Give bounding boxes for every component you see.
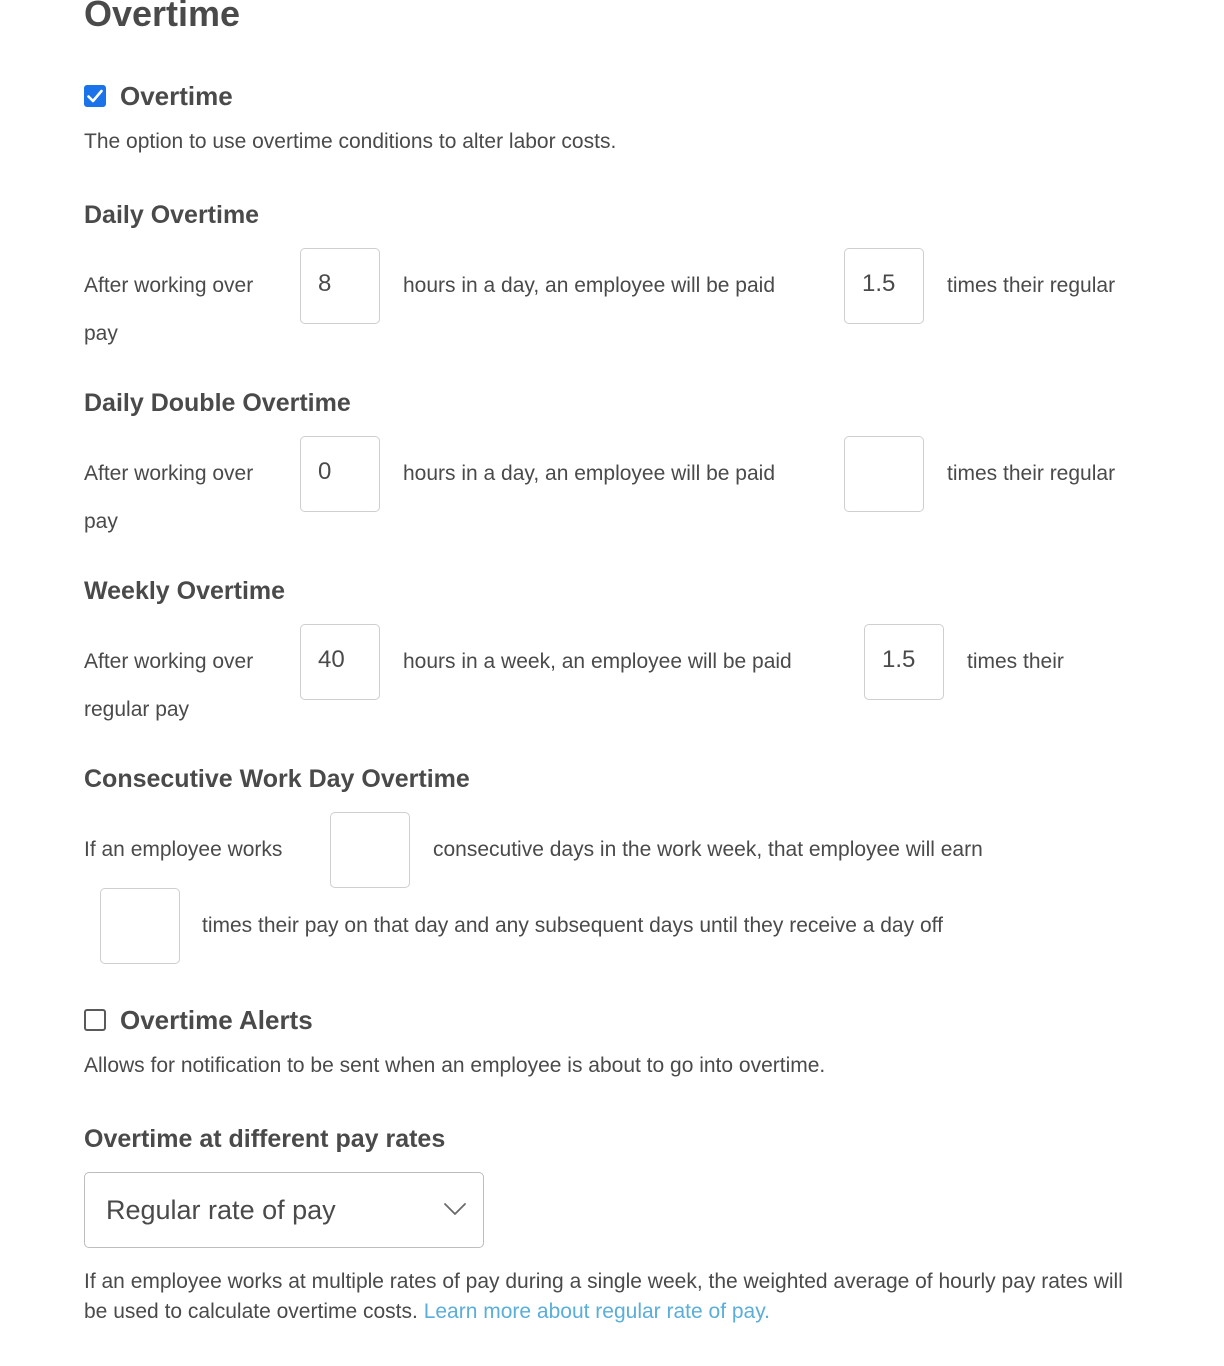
weekly-overtime-text-before: After working over [84, 650, 254, 673]
daily-double-overtime-text-wrap: pay [84, 510, 118, 533]
overtime-toggle-row[interactable] [84, 80, 233, 112]
consecutive-multiplier-input[interactable] [100, 888, 180, 964]
overtime-alerts-description: Allows for notification to be sent when an employee is about to go into overtime. [84, 1054, 826, 1077]
consecutive-overtime-heading: Consecutive Work Day Overtime [84, 765, 470, 793]
consecutive-overtime-text-before: If an employee works [84, 838, 283, 861]
daily-double-overtime-text-middle: hours in a day, an employee will be paid [403, 462, 776, 485]
daily-overtime-text-middle: hours in a day, an employee will be paid [403, 274, 776, 297]
overtime-checkbox-label: Overtime [120, 80, 233, 111]
consecutive-days-input[interactable] [330, 812, 410, 888]
checkmark-icon [87, 89, 103, 103]
weekly-overtime-heading: Weekly Overtime [84, 577, 286, 605]
chevron-down-icon [443, 1201, 467, 1217]
daily-double-overtime-heading: Daily Double Overtime [84, 389, 351, 417]
pay-rates-description [84, 1267, 1144, 1327]
pay-rates-description-text: If an employee works at multiple rates of pay during a single week, the weighted average of hourly pay rates will be used to calculate overtime costs. [84, 1270, 1123, 1323]
daily-overtime-text-after: times their regular [947, 274, 1116, 297]
daily-overtime-heading: Daily Overtime [84, 201, 260, 229]
pay-rate-selected-value: Regular rate of pay [106, 1195, 336, 1225]
consecutive-overtime-text-after: times their pay on that day and any subsequent days until they receive a day off [202, 914, 943, 937]
learn-more-link[interactable]: Learn more about regular rate of pay. [423, 1300, 771, 1323]
pay-rate-select[interactable] [84, 1172, 484, 1248]
weekly-overtime-text-wrap: regular pay [84, 698, 190, 721]
weekly-overtime-hours-input[interactable] [300, 624, 380, 700]
daily-double-overtime-text-after: times their regular [947, 462, 1116, 485]
weekly-overtime-text-middle: hours in a week, an employee will be paid [403, 650, 792, 673]
weekly-overtime-multiplier-input[interactable] [864, 624, 944, 700]
consecutive-overtime-text-middle: consecutive days in the work week, that employee will earn [433, 838, 983, 861]
daily-double-overtime-multiplier-input[interactable] [844, 436, 924, 512]
daily-overtime-text-before: After working over [84, 274, 254, 297]
overtime-description: The option to use overtime conditions to alter labor costs. [84, 130, 617, 153]
overtime-alerts-row[interactable] [84, 1004, 313, 1036]
daily-overtime-text-wrap: pay [84, 322, 118, 345]
daily-double-overtime-hours-input[interactable] [300, 436, 380, 512]
page-title: Overtime [84, 0, 241, 34]
pay-rates-heading: Overtime at different pay rates [84, 1125, 446, 1153]
daily-double-overtime-text-before: After working over [84, 462, 254, 485]
overtime-checkbox[interactable] [84, 85, 106, 107]
overtime-alerts-label: Overtime Alerts [120, 1004, 313, 1035]
overtime-alerts-checkbox[interactable] [84, 1009, 106, 1031]
daily-overtime-multiplier-input[interactable] [844, 248, 924, 324]
weekly-overtime-text-after: times their [967, 650, 1064, 673]
daily-overtime-hours-input[interactable] [300, 248, 380, 324]
